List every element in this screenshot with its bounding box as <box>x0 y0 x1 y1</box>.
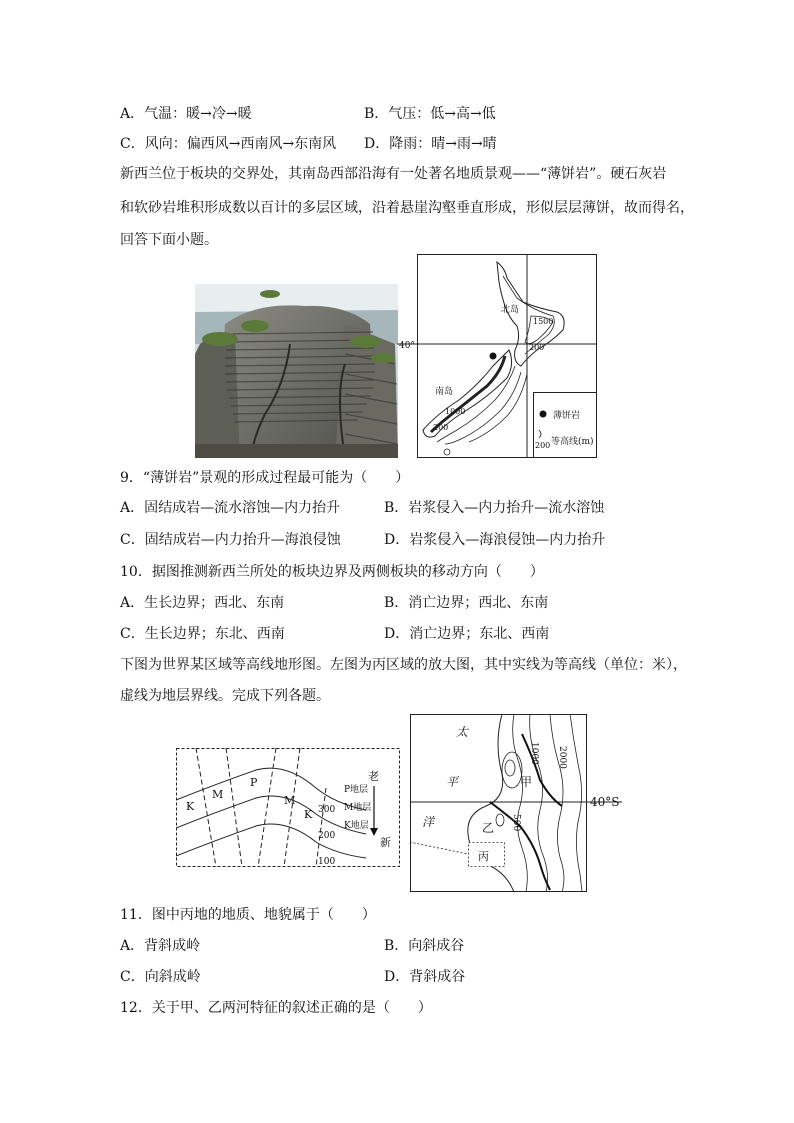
contour-200-south-label: 200 <box>433 423 449 432</box>
south-island-label: 南岛 <box>435 387 454 397</box>
intro-contour-line-2: 虚线为地层界线。完成下列各题。 <box>120 688 330 704</box>
question-9-stem: 9．“薄饼岩”景观的形成过程最可能为（ ） <box>120 470 410 486</box>
legend-new-label: 新 <box>380 836 391 849</box>
contour-1000-label: 1000 <box>529 742 539 765</box>
north-island-label: 北岛 <box>501 305 520 315</box>
contour-200-label: 200 <box>318 831 336 841</box>
option-d-rain: D．降雨：晴→雨→晴 <box>364 136 497 152</box>
q11-option-a[interactable]: A．背斜成岭 <box>120 938 201 954</box>
stratum-k-left: K <box>186 800 195 813</box>
stratum-m-right: M <box>284 794 296 807</box>
option-a-temperature: A．气温：暖→冷→暖 <box>120 106 252 122</box>
legend-contour-label: 等高线(m) <box>551 437 594 447</box>
q9-option-c[interactable]: C．固结成岩—内力抬升—海浪侵蚀 <box>120 532 341 548</box>
contour-1500-label: 1500 <box>533 317 554 326</box>
question-10-stem: 10．据图推测新西兰所处的板块边界及两侧板块的移动方向（ ） <box>120 564 544 580</box>
new-zealand-contour-map <box>397 254 597 458</box>
legend-p-stratum: P地层 <box>344 785 369 795</box>
contour-100-label: 100 <box>318 857 336 867</box>
q11-option-b[interactable]: B．向斜成谷 <box>384 938 465 954</box>
q10-option-d[interactable]: D．消亡边界；东北、西南 <box>384 626 550 642</box>
label-tai: 太 <box>456 725 469 739</box>
question-12-stem: 12．关于甲、乙两河特征的叙述正确的是（ ） <box>120 1000 432 1016</box>
q9-option-a[interactable]: A．固结成岩—流水溶蚀—内力抬升 <box>120 500 341 516</box>
option-c-wind: C．风向：偏西风→西南风→东南风 <box>120 136 337 152</box>
intro-nz-line-3: 回答下面小题。 <box>120 232 218 248</box>
intro-nz-line-1: 新西兰位于板块的交界处，其南岛西部沿海有一处著名地质景观——“薄饼岩”。硬石灰岩 <box>120 166 667 182</box>
label-yi: 乙 <box>482 821 495 835</box>
lat-40s-label: 40°S <box>590 795 620 809</box>
contour-500-label: 500 <box>511 814 521 832</box>
question-11-stem: 11．图中丙地的地质、地貌属于（ ） <box>120 907 376 923</box>
q10-option-a[interactable]: A．生长边界；西北、东南 <box>120 595 285 611</box>
lat-40-label: 40° <box>399 341 415 351</box>
q9-option-b[interactable]: B．岩浆侵入—内力抬升—流水溶蚀 <box>384 500 605 516</box>
legend-old-label: 老 <box>368 770 379 783</box>
option-b-pressure: B．气压：低→高→低 <box>364 106 496 122</box>
label-bing: 丙 <box>478 850 489 863</box>
contour-200-north-label: 200 <box>529 343 545 352</box>
strata-legend <box>340 770 400 850</box>
legend-contour-value: 200 <box>535 441 551 450</box>
intro-nz-line-2: 和软砂岩堆积形成数以百计的多层区域，沿着悬崖沟壑垂直形成，形似层层薄饼，故而得名， <box>120 200 694 216</box>
stratum-m-left: M <box>212 788 224 801</box>
label-yang: 洋 <box>422 815 435 829</box>
q9-option-d[interactable]: D．岩浆侵入—海浪侵蚀—内力抬升 <box>384 532 606 548</box>
legend-k-stratum: K地层 <box>344 821 369 831</box>
legend-m-stratum: M地层 <box>344 803 372 813</box>
legend-pancake-rock: 薄饼岩 <box>553 411 581 421</box>
label-jia: 甲 <box>520 775 533 789</box>
contour-300-label: 300 <box>318 805 336 815</box>
q11-option-c[interactable]: C．向斜成岭 <box>120 969 201 985</box>
contour-1000-label: 1000 <box>445 407 466 416</box>
q11-option-d[interactable]: D．背斜成谷 <box>384 969 466 985</box>
q10-option-b[interactable]: B．消亡边界；西北、东南 <box>384 595 549 611</box>
q10-option-c[interactable]: C．生长边界；东北、西南 <box>120 626 285 642</box>
pancake-rocks-photo <box>195 284 398 458</box>
intro-contour-line-1: 下图为世界某区域等高线地形图。左图为丙区域的放大图，其中实线为等高线（单位：米）， <box>120 657 687 673</box>
regional-contour-map <box>410 714 622 892</box>
contour-2000-label: 2000 <box>557 746 567 769</box>
label-ping: 平 <box>446 775 459 789</box>
stratum-k-right: K <box>304 808 313 821</box>
stratum-p: P <box>250 776 258 789</box>
